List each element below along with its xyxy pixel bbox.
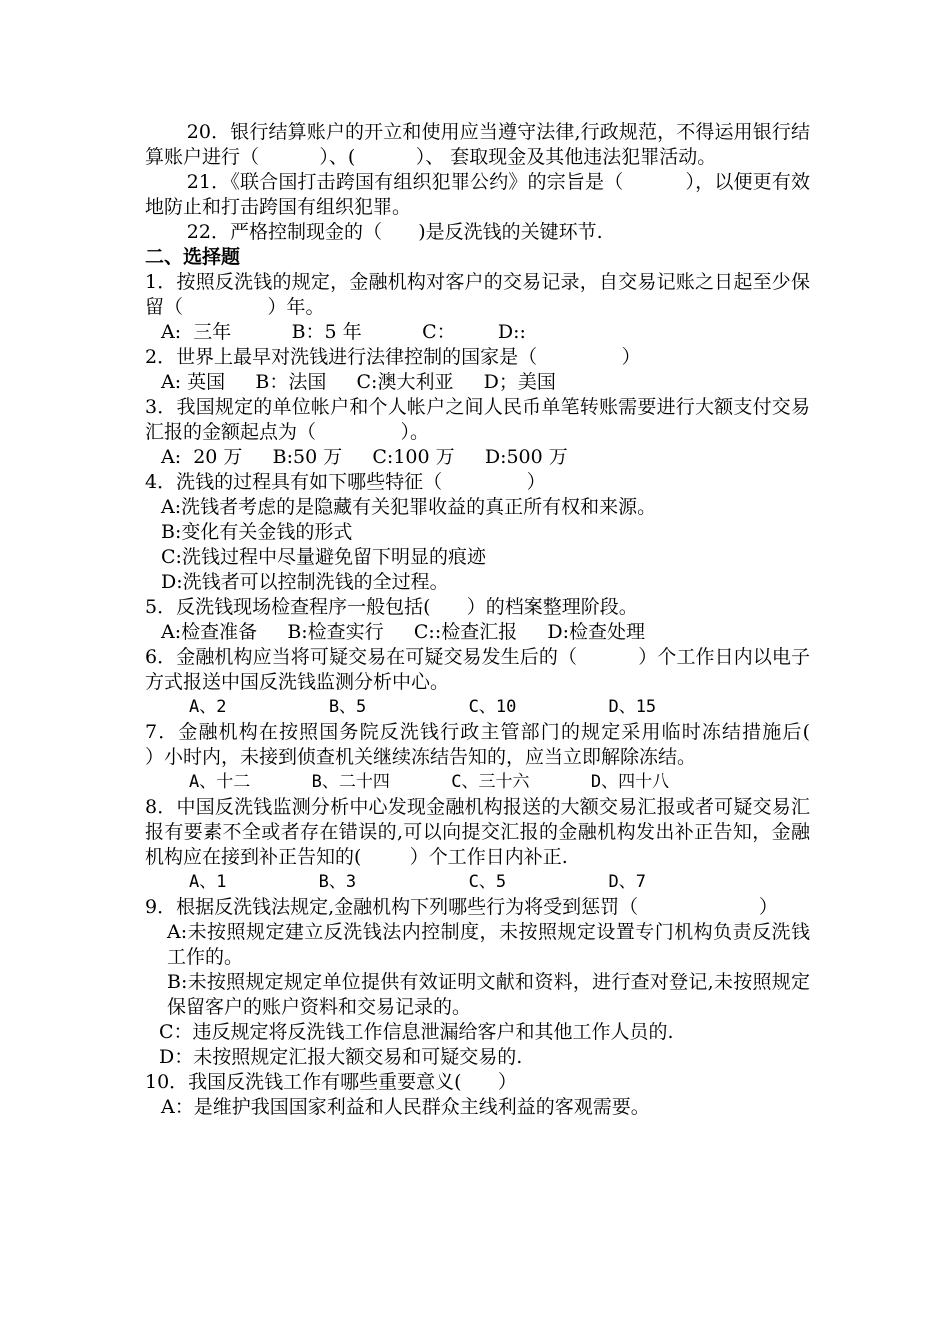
- question-paragraph: 10．我国反洗钱工作有哪些重要意义( ）: [145, 1071, 517, 1093]
- option-line: B:变化有关金钱的形式: [161, 521, 353, 543]
- option-line: A: 三年 B：5 年 C： D::: [161, 321, 526, 343]
- option-line: A：是维护我国国家利益和人民群众主线利益的客观需要。: [161, 1096, 650, 1118]
- question-paragraph: 2．世界上最早对洗钱进行法律控制的国家是（ ）: [145, 346, 641, 368]
- option-line: C:洗钱过程中尽量避免留下明显的痕迹: [161, 546, 486, 568]
- option-line: A:检查准备 B:检查实行 C::检查汇报 D:检查处理: [161, 621, 646, 643]
- option-line: A、1 B、3 C、5 D、7: [189, 872, 646, 892]
- option-line: A、2 B、5 C、10 D、15: [189, 697, 657, 717]
- document-page: [145, 120, 859, 1120]
- option-paragraph: D：未按照规定汇报大额交易和可疑交易的.: [159, 1046, 523, 1068]
- question-paragraph: 20．银行结算账户的开立和使用应当遵守法律,行政规范，不得运用银行结算账户进行（ ）、( ）、 套取现金及其他违法犯罪活动。: [145, 121, 810, 168]
- option-line: D:洗钱者可以控制洗钱的全过程。: [161, 571, 449, 593]
- question-paragraph: 7．金融机构在按照国务院反洗钱行政主管部门的规定采用临时冻结措施后( ）小时内，未接到侦查机关继续冻结告知的，应当立即解除冻结。: [145, 721, 859, 768]
- question-paragraph: 9．根据反洗钱法规定,金融机构下列哪些行为将受到惩罚（ ）: [145, 896, 778, 918]
- question-paragraph: 4．洗钱的过程具有如下哪些特征（ ）: [145, 471, 546, 493]
- option-paragraph: A:未按照规定建立反洗钱法内控制度，未按照规定设置专门机构负责反洗钱工作的。: [167, 921, 810, 968]
- option-paragraph: B:未按照规定规定单位提供有效证明文献和资料，进行查对登记,未按照规定保留客户的账户资料和交易记录的。: [167, 971, 810, 1018]
- option-paragraph: C：违反规定将反洗钱工作信息泄漏给客户和其他工作人员的.: [159, 1021, 674, 1043]
- question-paragraph: 22．严格控制现金的（ )是反洗钱的关键环节.: [186, 221, 603, 243]
- question-paragraph: 3．我国规定的单位帐户和个人帐户之间人民币单笔转账需要进行大额支付交易汇报的金额起点为（ ）。: [145, 396, 810, 443]
- option-line: A:洗钱者考虑的是隐藏有关犯罪收益的真正所有权和来源。: [161, 496, 657, 518]
- option-line: A: 20 万 B:50 万 C:100 万 D:500 万: [161, 446, 568, 468]
- question-paragraph: 1．按照反洗钱的规定，金融机构对客户的交易记录，自交易记账之日起至少保留（ ）年。: [145, 271, 810, 318]
- question-paragraph: 5．反洗钱现场检查程序一般包括( ）的档案整理阶段。: [145, 596, 638, 618]
- option-line: A、十二 B、二十四 C、三十六 D、四十八: [189, 772, 670, 792]
- question-paragraph: 8．中国反洗钱监测分析中心发现金融机构报送的大额交易汇报或者可疑交易汇报有要素不全或者存在错误的,可以向提交汇报的金融机构发出补正告知，金融机构应在接到补正告知的( ）个工作日内补正.: [145, 796, 810, 868]
- section-heading: 二、选择题: [145, 246, 241, 268]
- question-paragraph: 6．金融机构应当将可疑交易在可疑交易发生后的（ ）个工作日内以电子方式报送中国反洗钱监测分析中心。: [145, 646, 810, 693]
- option-line: A: 英国 B：法国 C:澳大利亚 D；美国: [161, 371, 556, 393]
- question-paragraph: 21．《联合国打击跨国有组织犯罪公约》的宗旨是（ ），以便更有效地防止和打击跨国有组织犯罪。: [145, 171, 810, 218]
